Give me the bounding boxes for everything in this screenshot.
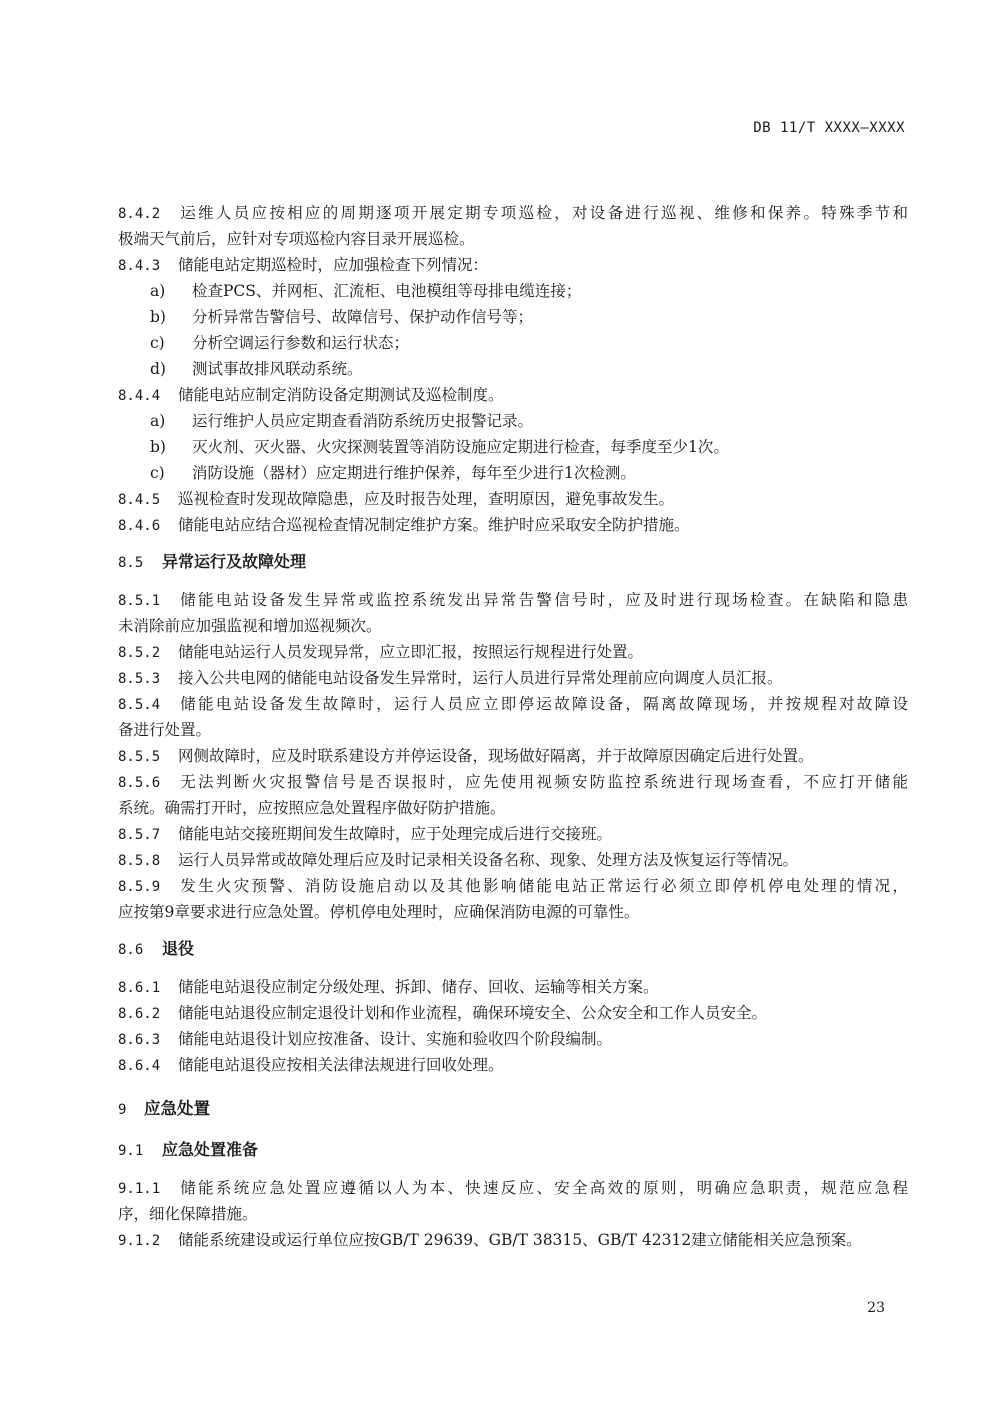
section-title: 应急处置准备	[162, 1140, 259, 1159]
clause-8-6-4	[118, 1052, 908, 1078]
clause-text-cont: 极端天气前后，应针对专项巡检内容目录开展巡检。	[118, 230, 475, 248]
list-item	[118, 304, 908, 330]
list-text: 分析异常告警信号、故障信号、保护动作信号等；	[192, 308, 534, 326]
clause-9-1-1	[118, 1175, 908, 1227]
clause-8-5-6	[118, 769, 908, 821]
clause-text: 储能电站应制定消防设备定期测试及巡检制度。	[178, 386, 504, 404]
list-text: 分析空调运行参数和运行状态；	[192, 334, 410, 352]
clause-number: 8.4.5	[118, 492, 161, 508]
clause-text: 储能电站定期巡检时，应加强检查下列情况：	[178, 256, 489, 274]
clause-text: 储能电站退役计划应按准备、设计、实施和验收四个阶段编制。	[178, 1030, 613, 1048]
clause-text: 网侧故障时，应及时联系建设方并停运设备，现场做好隔离，并于故障原因确定后进行处置。	[178, 747, 814, 765]
clause-number: 8.5.3	[118, 671, 161, 687]
section-title: 异常运行及故障处理	[162, 552, 307, 571]
clause-8-5-5	[118, 743, 908, 769]
list-item	[118, 356, 908, 382]
clause-8-4-5	[118, 486, 908, 512]
chapter-heading-9	[118, 1096, 908, 1123]
clause-number: 8.5.7	[118, 827, 161, 843]
clause-number: 8.5.4	[118, 697, 161, 713]
section-number: 8.6	[118, 942, 144, 958]
list-label: a)	[150, 282, 166, 300]
list-text: 检查PCS、并网柜、汇流柜、电池模组等母排电缆连接；	[192, 282, 582, 300]
list-label: c)	[150, 464, 165, 482]
clause-text: 运行人员异常或故障处理后应及时记录相关设备名称、现象、处理方法及恢复运行等情况。	[178, 851, 799, 869]
list-text: 运行维护人员应定期查看消防系统历史报警记录。	[192, 412, 534, 430]
clause-text: 发生火灾预警、消防设施启动以及其他影响储能电站正常运行必须立即停机停电处理的情况，	[178, 877, 908, 895]
clause-text: 无法判断火灾报警信号是否误报时，应先使用视频安防监控系统进行现场查看，不应打开储能	[178, 773, 908, 791]
list-label: b)	[150, 308, 166, 326]
chapter-number: 9	[118, 1102, 127, 1118]
clause-text-cont: 序，细化保障措施。	[118, 1205, 258, 1223]
clause-number: 8.5.8	[118, 853, 161, 869]
clause-number: 8.5.9	[118, 879, 161, 895]
clause-8-6-1	[118, 974, 908, 1000]
clause-number: 8.4.3	[118, 258, 161, 274]
clause-number: 8.6.2	[118, 1006, 161, 1022]
clause-text: 储能电站交接班期间发生故障时，应于处理完成后进行交接班。	[178, 825, 613, 843]
section-heading-9-1	[118, 1137, 908, 1164]
list-text: 灭火剂、灭火器、火灾探测装置等消防设施应定期进行检查，每季度至少1次。	[192, 438, 729, 456]
list-item	[118, 330, 908, 356]
chapter-title: 应急处置	[144, 1099, 210, 1118]
list-label: c)	[150, 334, 165, 352]
clause-number: 8.5.5	[118, 749, 161, 765]
list-item	[118, 434, 908, 460]
clause-text: 储能系统应急处置应遵循以人为本、快速反应、安全高效的原则，明确应急职责，规范应急程	[178, 1179, 908, 1197]
list-item	[118, 460, 908, 486]
clause-text-cont: 应按第9章要求进行应急处置。停机停电处理时，应确保消防电源的可靠性。	[118, 903, 640, 921]
clause-text: 储能系统建设或运行单位应按GB/T 29639、GB/T 38315、GB/T 42312建立储能相关应急预案。	[178, 1231, 862, 1249]
page-header: DB 11/T XXXX—XXXX	[753, 120, 905, 136]
section-heading-8-6	[118, 936, 908, 963]
clause-number: 9.1.1	[118, 1181, 161, 1197]
clause-8-5-2	[118, 639, 908, 665]
clause-number: 8.6.3	[118, 1032, 161, 1048]
list-label: a)	[150, 412, 166, 430]
clause-number: 8.6.4	[118, 1058, 161, 1074]
clause-text: 储能电站运行人员发现异常，应立即汇报，按照运行规程进行处置。	[178, 643, 644, 661]
clause-number: 9.1.2	[118, 1233, 161, 1249]
clause-number: 8.4.4	[118, 388, 161, 404]
clause-8-4-4	[118, 382, 908, 408]
clause-8-5-8	[118, 847, 908, 873]
page-body	[118, 200, 908, 1253]
list-item	[118, 278, 908, 304]
clause-text: 储能电站设备发生故障时，运行人员应立即停运故障设备，隔离故障现场，并按规程对故障设	[178, 695, 908, 713]
clause-8-6-3	[118, 1026, 908, 1052]
clause-text: 储能电站退役应按相关法律法规进行回收处理。	[178, 1056, 504, 1074]
clause-number: 8.5.6	[118, 775, 161, 791]
clause-text: 储能电站应结合巡视检查情况制定维护方案。维护时应采取安全防护措施。	[178, 516, 690, 534]
clause-number: 8.4.2	[118, 206, 161, 222]
section-title: 退役	[162, 939, 195, 958]
page-number: 23	[867, 1300, 885, 1316]
clause-8-5-1	[118, 587, 908, 639]
clause-number: 8.5.2	[118, 645, 161, 661]
clause-text: 储能电站退役应制定分级处理、拆卸、储存、回收、运输等相关方案。	[178, 978, 659, 996]
clause-8-4-3	[118, 252, 908, 278]
clause-number: 8.4.6	[118, 518, 161, 534]
clause-text-cont: 备进行处置。	[118, 721, 212, 739]
section-number: 8.5	[118, 555, 144, 571]
list-label: d)	[150, 360, 166, 378]
section-heading-8-5	[118, 549, 908, 576]
clause-8-6-2	[118, 1000, 908, 1026]
clause-9-1-2	[118, 1227, 908, 1253]
clause-text-cont: 系统。确需打开时，应按照应急处置程序做好防护措施。	[118, 799, 506, 817]
section-number: 9.1	[118, 1143, 144, 1159]
list-label: b)	[150, 438, 166, 456]
clause-text-cont: 未消除前应加强监视和增加巡视频次。	[118, 617, 382, 635]
clause-8-4-2	[118, 200, 908, 252]
clause-text: 巡视检查时发现故障隐患，应及时报告处理，查明原因，避免事故发生。	[178, 490, 675, 508]
clause-8-4-6	[118, 512, 908, 538]
clause-text: 接入公共电网的储能电站设备发生异常时，运行人员进行异常处理前应向调度人员汇报。	[178, 669, 783, 687]
list-item	[118, 408, 908, 434]
list-text: 测试事故排风联动系统。	[192, 360, 363, 378]
clause-8-5-9	[118, 873, 908, 925]
clause-text: 储能电站设备发生异常或监控系统发出异常告警信号时，应及时进行现场检查。在缺陷和隐患	[178, 591, 908, 609]
clause-8-5-7	[118, 821, 908, 847]
clause-number: 8.6.1	[118, 980, 161, 996]
clause-8-5-3	[118, 665, 908, 691]
clause-text: 运维人员应按相应的周期逐项开展定期专项巡检，对设备进行巡视、维修和保养。特殊季节和	[178, 204, 908, 222]
clause-text: 储能电站退役应制定退役计划和作业流程，确保环境安全、公众安全和工作人员安全。	[178, 1004, 768, 1022]
clause-number: 8.5.1	[118, 593, 161, 609]
list-text: 消防设施（器材）应定期进行维护保养，每年至少进行1次检测。	[192, 464, 636, 482]
clause-8-5-4	[118, 691, 908, 743]
